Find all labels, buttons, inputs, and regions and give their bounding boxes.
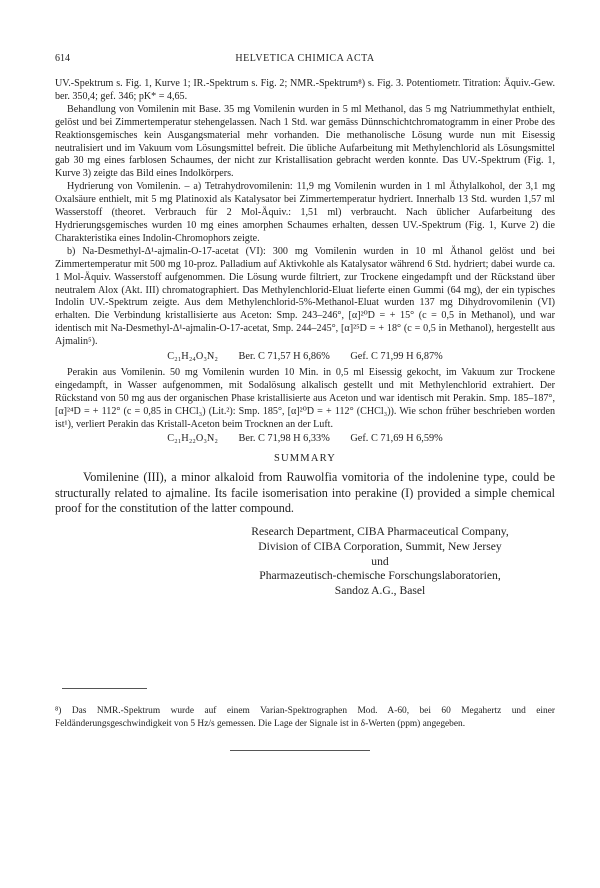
affiliation-line: Division of CIBA Corporation, Summit, New Jersey: [258, 539, 502, 553]
affiliation-line: Pharmazeutisch-chemische Forschungslaboratorien,: [259, 569, 501, 583]
running-header: [55, 53, 555, 67]
found-values: Gef. C 71,99 H 6,87%: [350, 351, 443, 363]
article-body: [55, 78, 555, 599]
end-rule: [230, 750, 370, 751]
affiliation-line: Sandoz A.G., Basel: [334, 584, 426, 598]
molecular-formula: C₂₁H₂₄O₃N₂: [167, 351, 218, 363]
paragraph-hydrogenation-b: b) Na-Desmethyl-Δ¹-ajmalin-O-17-acetat (VI): 300 mg Vomilenin wurden in 10 ml Äthanol gelöst und bei Zimmertemperatur mit 500 mg 10-proz. Palladium auf Aktivkohle als Katalysator während 6 Std. hydriert; dabei wurde ca. 1 Mol-Äquiv. Wasserstoff aufgenommen. Die Lösung wurde filtriert, zur Trockene eingedampft und der Rückstand über neutralem Alox (Akt. III) chromatographiert. Das Methylenchlorid-Eluat lieferte einen Gummi (64 mg), der ein typisches Indolin UV.-Spektrum zeigte. Aus dem Methylenchlorid-5%-Methanol-Eluat wurden 137 mg Dihydrovomilenin (VI) erhalten. Die Verbindung kristallisierte aus Aceton: Smp. 243–246°, [α]²⁰D = + 15° (c = 0,5 in Methanol), und war identisch mit Na-Desmethyl-Δ¹-ajmalin-O-17-acetat, Smp. 244–245°, [α]²⁵D = + 18° (c = 0,5 in Methanol), hergestellt aus Ajmalin⁵).: [55, 245, 555, 348]
footnote: ⁸) Das NMR.-Spektrum wurde auf einem Varian-Spektrographen Mod. A-60, bei 60 Megahertz und einer Feldänderungsgeschwindigkeit von 5 Hz/s gemessen. Die Lage der Signale ist in δ-Werten (ppm) angegeben.: [55, 706, 555, 729]
calculated-values: Ber. C 71,57 H 6,86%: [238, 351, 330, 363]
affiliation-line: Research Department, CIBA Pharmaceutical Company,: [251, 525, 509, 539]
journal-title: HELVETICA CHIMICA ACTA: [235, 53, 375, 64]
calculated-values: Ber. C 71,98 H 6,33%: [238, 433, 330, 445]
summary-text: Vomilenine (III), a minor alkaloid from Rauwolfia vomitoria of the indolenine type, could be structurally related to ajmaline. Its facile isomerisation into perakine (I) provided a simple chemical proof for the constitution of the latter compound.: [55, 470, 555, 516]
affiliation-line: und: [371, 554, 389, 568]
paragraph-hydrogenation-a: Hydrierung von Vomilenin. – a) Tetrahydrovomilenin: 11,9 mg Vomilenin wurden in 1 ml Äthylalkohol, der 3,1 mg Oxalsäure enthielt, mit 5 mg Platinoxid als Katalysator bei Zimmertemperatur hydriert. Innerhalb 13 Std. wurden 1,57 ml Wasserstoff (theoret. Verbrauch für 2 Mol-Äquiv.: 1,51 ml) verbraucht. Nach üblicher Aufarbeitung des Hydrierungsgemisches wurden 10 mg eines amorphen Schaumes erhalten, dessen UV.-Spektrum (Fig. 1, Kurve 2) die Charakteristika eines Indolin-Chromophors zeigte.: [55, 181, 555, 244]
page-number: 614: [55, 53, 70, 64]
elemental-analysis-2: [55, 433, 555, 446]
paragraph-spectra: UV.-Spektrum s. Fig. 1, Kurve 1; IR.-Spektrum s. Fig. 2; NMR.-Spektrum⁸) s. Fig. 3. Potentiometr. Titration: Äquiv.-Gew. ber. 350,4; gef. 346; pK* = 4,65.: [55, 78, 555, 102]
found-values: Gef. C 71,69 H 6,59%: [350, 433, 443, 445]
molecular-formula: C₂₁H₂₂O₃N₂: [167, 433, 218, 445]
elemental-analysis-1: [55, 351, 555, 364]
footnote-divider: [62, 688, 147, 689]
affiliation-block: [205, 525, 555, 599]
summary-heading: SUMMARY: [273, 453, 337, 465]
paragraph-base-treatment: Behandlung von Vomilenin mit Base. 35 mg Vomilenin wurden in 5 ml Methanol, das 5 mg Natriummethylat enthielt, gelöst und bei Zimmertemperatur stehengelassen. Nach 1 Std. war gemäss Dünnschichtchromatogramm in einer Probe des Reaktionsgemisches kein Ausgangsmaterial mehr vorhanden. Die methanolische Lösung wurde nun mit Eisessig neutralisiert und im Vakuum vom Lösungsmittel befreit. Die übliche Aufarbeitung mit Methylenchlorid als Lösungsmittel gab 30 mg eines farblosen Schaumes, der nicht zur Kristallisation gebracht werden konnte. Das UV.-Spektrum (Fig. 1, Kurve 3) zeigte das Bild eines Indolkörpers.: [55, 103, 555, 180]
paragraph-perakin: Perakin aus Vomilenin. 50 mg Vomilenin wurden 10 Min. in 0,5 ml Eisessig gekocht, im Vakuum zur Trockene eingedampft, in Wasser aufgenommen, mit Sodalösung alkalisch gestellt und mit Methylenchlorid extrahiert. Der Rückstand von 50 mg aus der organischen Phase kristallisierte aus Aceton und war identisch mit Perakin. Smp. 185–187°, [α]²⁴D = + 112° (c = 0,85 in CHCl₃) (Lit.²): Smp. 185°, [α]²⁰D = + 112° (CHCl₃)). Wie schon früher beschrieben worden ist¹), verliert Perakin das Kristall-Aceton beim Trocknen an der Luft.: [55, 366, 555, 430]
